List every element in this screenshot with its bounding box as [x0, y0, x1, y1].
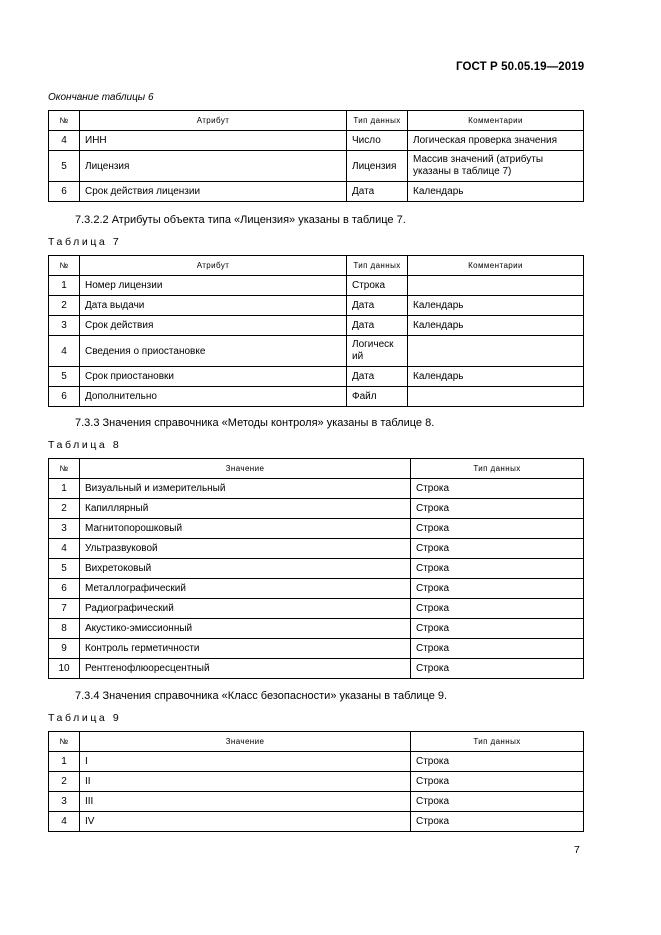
row-number: 4 — [49, 812, 80, 832]
value-cell: Акустико-эмиссионный — [80, 619, 411, 639]
attribute-cell: ИНН — [80, 131, 347, 151]
row-number: 2 — [49, 296, 80, 316]
table-header-row — [49, 459, 584, 479]
table8-label: Таблица 8 — [48, 439, 122, 451]
value-cell: Капиллярный — [80, 499, 411, 519]
value-cell: Радиографический — [80, 599, 411, 619]
row-number: 3 — [49, 519, 80, 539]
attribute-cell: Срок действия лицензии — [80, 182, 347, 202]
data-type-cell: Дата — [347, 367, 408, 387]
data-type-cell: Строка — [411, 752, 584, 772]
value-cell: I — [80, 752, 411, 772]
attribute-cell: Лицензия — [80, 151, 347, 182]
table-9 — [48, 731, 584, 832]
row-number: 2 — [49, 772, 80, 792]
table-row — [49, 296, 584, 316]
comment-cell — [408, 276, 584, 296]
table-row — [49, 659, 584, 679]
row-number: 6 — [49, 579, 80, 599]
column-header: № — [49, 256, 80, 276]
value-cell: Вихретоковый — [80, 559, 411, 579]
value-cell: Контроль герметичности — [80, 639, 411, 659]
table-header-row — [49, 256, 584, 276]
data-type-cell: Строка — [411, 599, 584, 619]
table-row — [49, 639, 584, 659]
value-cell: IV — [80, 812, 411, 832]
column-header: Тип данных — [411, 459, 584, 479]
column-header: Тип данных — [347, 111, 408, 131]
page-number: 7 — [574, 844, 580, 856]
row-number: 6 — [49, 182, 80, 202]
attribute-cell: Дата выдачи — [80, 296, 347, 316]
data-type-cell: Строка — [411, 579, 584, 599]
value-cell: III — [80, 792, 411, 812]
row-number: 1 — [49, 752, 80, 772]
table-row — [49, 131, 584, 151]
table-row — [49, 479, 584, 499]
data-type-cell: Строка — [411, 792, 584, 812]
row-number: 5 — [49, 367, 80, 387]
attribute-cell: Номер лицензии — [80, 276, 347, 296]
column-header: Значение — [80, 732, 411, 752]
data-type-cell: Строка — [411, 539, 584, 559]
paragraph-7-3-4: 7.3.4 Значения справочника «Класс безопасности» указаны в таблице 9. — [75, 690, 448, 702]
table-row — [49, 336, 584, 367]
column-header: Атрибут — [80, 256, 347, 276]
value-cell: Металлографический — [80, 579, 411, 599]
value-cell: Ультразвуковой — [80, 539, 411, 559]
table6-continuation-label: Окончание таблицы 6 — [48, 92, 154, 103]
column-header: Тип данных — [411, 732, 584, 752]
row-number: 5 — [49, 559, 80, 579]
data-type-cell: Строка — [411, 519, 584, 539]
column-header: № — [49, 459, 80, 479]
column-header: Тип данных — [347, 256, 408, 276]
table-row — [49, 599, 584, 619]
paragraph-7-3-2-2: 7.3.2.2 Атрибуты объекта типа «Лицензия» указаны в таблице 7. — [75, 214, 406, 226]
data-type-cell: Строка — [411, 479, 584, 499]
row-number: 4 — [49, 539, 80, 559]
attribute-cell: Срок приостановки — [80, 367, 347, 387]
table-row — [49, 619, 584, 639]
row-number: 9 — [49, 639, 80, 659]
data-type-cell: Число — [347, 131, 408, 151]
table-row — [49, 316, 584, 336]
data-type-cell: Строка — [411, 499, 584, 519]
data-type-cell: Строка — [411, 639, 584, 659]
comment-cell: Календарь — [408, 367, 584, 387]
table-row — [49, 367, 584, 387]
row-number: 4 — [49, 336, 80, 367]
data-type-cell: Дата — [347, 316, 408, 336]
attribute-cell: Дополнительно — [80, 387, 347, 407]
table-row — [49, 792, 584, 812]
data-type-cell: Строка — [411, 659, 584, 679]
row-number: 5 — [49, 151, 80, 182]
comment-cell: Календарь — [408, 296, 584, 316]
comment-cell: Логическая проверка значения — [408, 131, 584, 151]
data-type-cell: Лицензия — [347, 151, 408, 182]
table7-label: Таблица 7 — [48, 236, 122, 248]
data-type-cell: Строка — [411, 772, 584, 792]
column-header: Значение — [80, 459, 411, 479]
data-type-cell: Строка — [347, 276, 408, 296]
table-row — [49, 151, 584, 182]
paragraph-7-3-3: 7.3.3 Значения справочника «Методы контроля» указаны в таблице 8. — [75, 417, 435, 429]
row-number: 3 — [49, 792, 80, 812]
attribute-cell: Сведения о приостановке — [80, 336, 347, 367]
row-number: 7 — [49, 599, 80, 619]
column-header: Комментарии — [408, 111, 584, 131]
row-number: 1 — [49, 479, 80, 499]
table-header-row — [49, 732, 584, 752]
value-cell: Магнитопорошковый — [80, 519, 411, 539]
value-cell: II — [80, 772, 411, 792]
table-row — [49, 182, 584, 202]
table-row — [49, 752, 584, 772]
data-type-cell: Строка — [411, 812, 584, 832]
value-cell: Рентгенофлюоресцентный — [80, 659, 411, 679]
attribute-cell: Срок действия — [80, 316, 347, 336]
data-type-cell: Дата — [347, 182, 408, 202]
row-number: 2 — [49, 499, 80, 519]
comment-cell: Массив значений (атрибуты указаны в таблице 7) — [408, 151, 584, 182]
column-header: № — [49, 111, 80, 131]
table-row — [49, 772, 584, 792]
table-row — [49, 579, 584, 599]
column-header: № — [49, 732, 80, 752]
column-header: Комментарии — [408, 256, 584, 276]
table-row — [49, 499, 584, 519]
comment-cell — [408, 387, 584, 407]
table-7 — [48, 255, 584, 407]
comment-cell: Календарь — [408, 182, 584, 202]
table-8 — [48, 458, 584, 679]
value-cell: Визуальный и измерительный — [80, 479, 411, 499]
column-header: Атрибут — [80, 111, 347, 131]
row-number: 4 — [49, 131, 80, 151]
standard-code: ГОСТ Р 50.05.19—2019 — [456, 61, 585, 73]
table-row — [49, 559, 584, 579]
data-type-cell: Строка — [411, 619, 584, 639]
table-row — [49, 539, 584, 559]
row-number: 6 — [49, 387, 80, 407]
data-type-cell: Логический — [347, 336, 408, 367]
table-header-row — [49, 111, 584, 131]
row-number: 3 — [49, 316, 80, 336]
table-6 — [48, 110, 584, 202]
comment-cell — [408, 336, 584, 367]
table-row — [49, 276, 584, 296]
table-row — [49, 812, 584, 832]
row-number: 10 — [49, 659, 80, 679]
table-row — [49, 519, 584, 539]
table-row — [49, 387, 584, 407]
row-number: 8 — [49, 619, 80, 639]
data-type-cell: Дата — [347, 296, 408, 316]
table9-label: Таблица 9 — [48, 712, 122, 724]
comment-cell: Календарь — [408, 316, 584, 336]
row-number: 1 — [49, 276, 80, 296]
data-type-cell: Файл — [347, 387, 408, 407]
data-type-cell: Строка — [411, 559, 584, 579]
